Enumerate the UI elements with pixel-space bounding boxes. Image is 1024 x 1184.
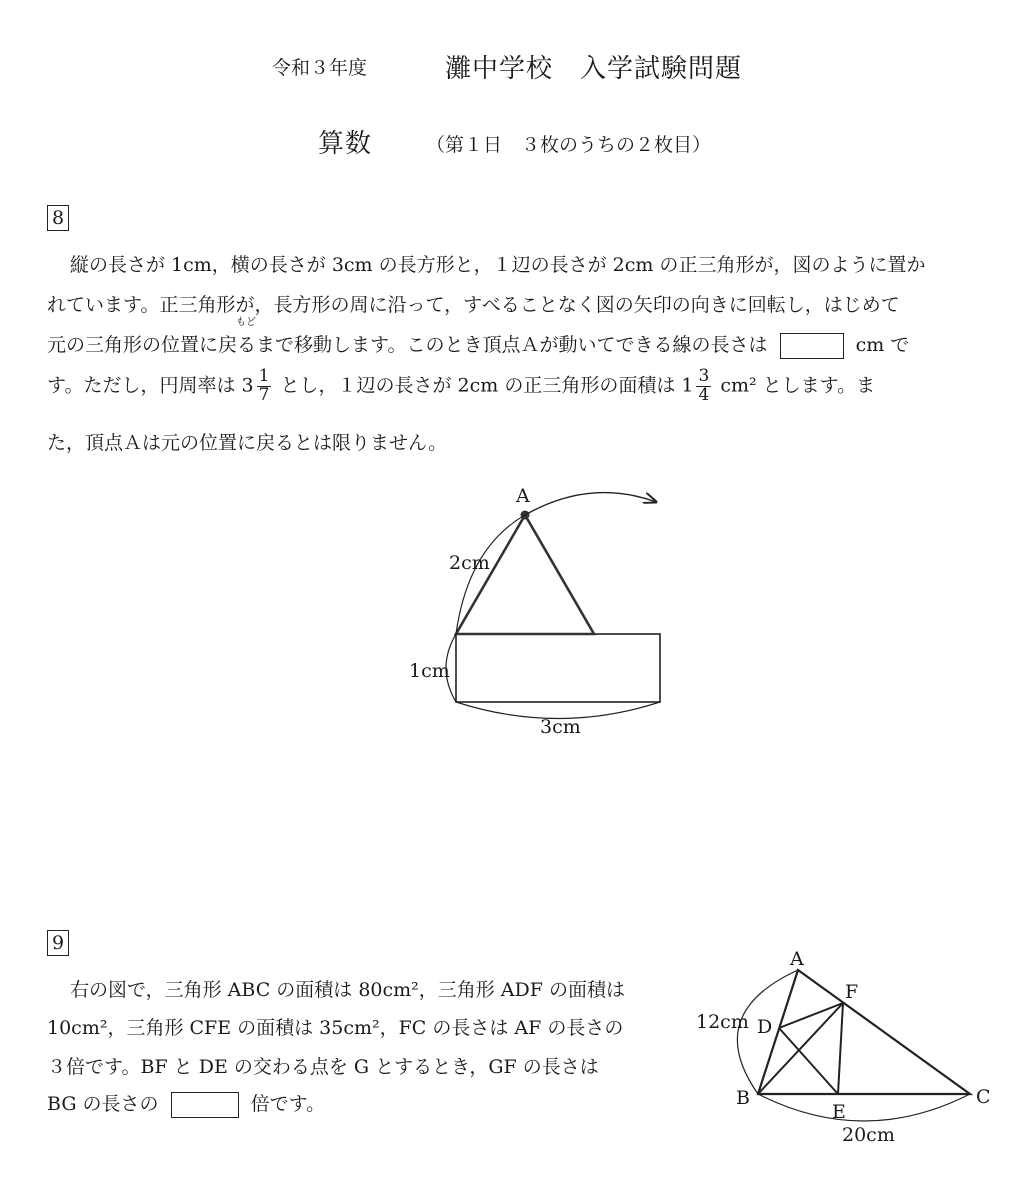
label-20cm: 20cm: [842, 1124, 895, 1146]
problem-8-line-5: た，頂点Ａは元の位置に戻るとは限りません。: [47, 432, 448, 454]
problem-8-line-3-post: cm で: [855, 334, 910, 356]
area-denominator: 4: [698, 384, 710, 405]
label-f: F: [845, 981, 859, 1003]
problem-8-line-1: 縦の長さが 1cm，横の長さが 3cm の長方形と，１辺の長さが 2cm の正三角形が，図のように置か: [70, 254, 926, 276]
ruby-base-word: 戻: [218, 334, 238, 356]
problem-8-number: 8: [47, 205, 69, 231]
problem-8-line-3-pre: 元の三角形の位置に: [47, 334, 219, 356]
area-whole: 1: [681, 374, 694, 397]
segment-df: [779, 1003, 843, 1028]
label-3cm: 3cm: [540, 716, 581, 738]
sheet-info: （第１日 ３枚のうちの２枚目）: [426, 134, 712, 156]
ruby-modo: もど: [236, 317, 256, 328]
problem-9-line-3: ３倍です。BF と DE の交わる点を G とするとき，GF の長さは: [47, 1056, 599, 1078]
problem-9-line-4-post: 倍です。: [250, 1093, 326, 1115]
label-1cm: 1cm: [409, 660, 450, 682]
label-e: E: [832, 1101, 846, 1123]
label-b: B: [736, 1087, 750, 1109]
label-d: D: [757, 1016, 773, 1038]
problem-8-line-4-pre: す。ただし，円周率は: [47, 374, 236, 397]
subject-title: 算数: [318, 129, 373, 159]
problem-8-line-2: れています。正三角形が，長方形の周に沿って，すべることなく図の矢印の向きに回転し，はじめて: [47, 294, 900, 316]
segment-fe: [838, 1003, 843, 1094]
exam-year: 令和３年度: [272, 57, 368, 79]
pi-numerator: 1: [258, 366, 270, 386]
problem-9-line-1: 右の図で，三角形 ABC の面積は 80cm²，三角形 ADF の面積は: [70, 979, 625, 1001]
exam-title: 灘中学校 入学試験問題: [445, 54, 743, 84]
problem-9-number: 9: [47, 930, 69, 956]
problem-9-line-2: 10cm²，三角形 CFE の面積は 35cm²，FC の長さは AF の長さの: [47, 1017, 624, 1039]
label-2cm: 2cm: [449, 552, 490, 574]
problem-8-line-4-mid: とし，１辺の長さが 2cm の正三角形の面積は: [280, 374, 676, 397]
label-a-9: A: [790, 948, 804, 970]
pi-whole: 3: [241, 374, 254, 397]
bc-length-arc: [758, 1094, 970, 1121]
problem-8-line-3-mid: るまで移動します。このとき頂点Ａが動いてできる線の長さは: [237, 334, 768, 356]
label-12cm: 12cm: [696, 1011, 749, 1033]
label-a-8: A: [516, 485, 530, 507]
label-c: C: [976, 1086, 991, 1108]
area-numerator: 3: [698, 366, 710, 386]
triangle-abc: [758, 970, 970, 1094]
problem-8-line-4-post: cm² とします。ま: [720, 374, 876, 397]
pi-denominator: 7: [258, 384, 270, 405]
problem-9-line-4-pre: BG の長さの: [47, 1093, 159, 1115]
